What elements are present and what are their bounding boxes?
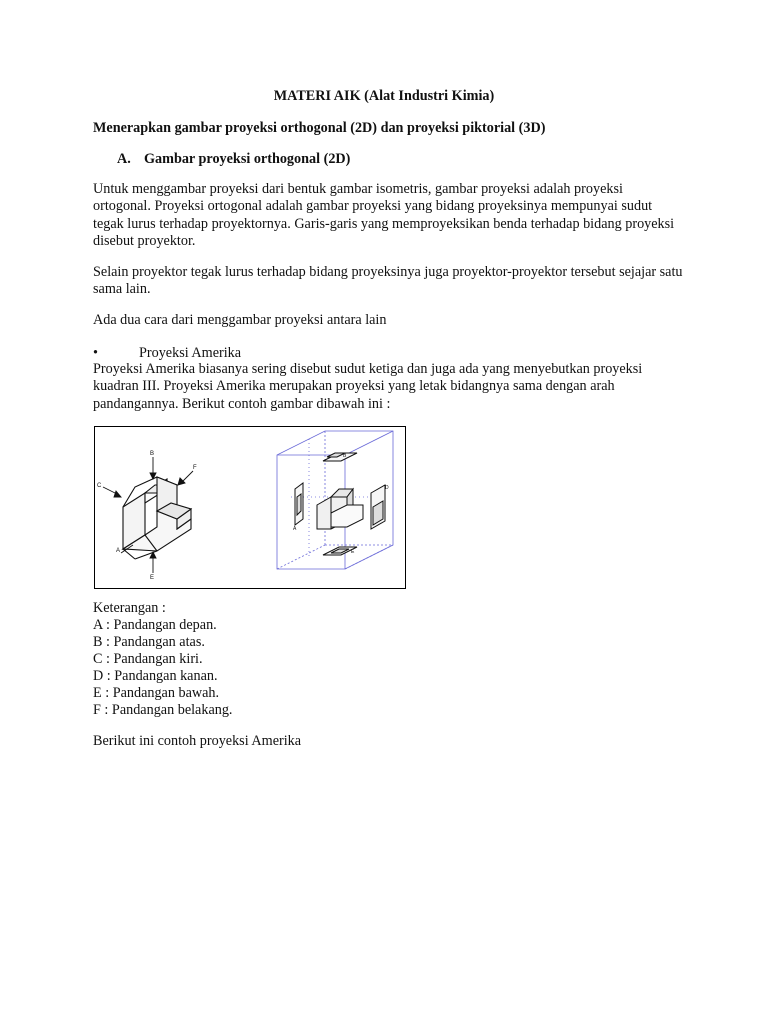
label-f: F [193, 465, 197, 471]
label-e-box: E [351, 549, 355, 555]
paragraph-intro: Untuk menggambar proyeksi dari bentuk gambar isometris, gambar proyeksi adalah proyeksi ortogonal. Proyeksi ortogonal adalah gambar proyeksi yang bidang proyeksinya mempunyai sudut tegak lurus terhadap proyektornya. Garis-garis yang memproyeksikan benda terhadap bidang proyeksi disebut proyektor. [93, 181, 675, 250]
isometric-object [123, 477, 191, 559]
closing-line: Berikut ini contoh proyeksi Amerika [93, 733, 302, 749]
bullet-symbol: • [93, 345, 98, 361]
page-subtitle: Menerapkan gambar proyeksi orthogonal (2D) dan proyeksi piktorial (3D) [93, 120, 546, 136]
keterangan-item: F : Pandangan belakang. [93, 702, 233, 718]
projection-figure [94, 426, 406, 589]
projection-illustration [95, 427, 405, 588]
paragraph-projector: Selain proyektor tegak lurus terhadap bidang proyeksinya juga proyektor-proyektor tersebut sejajar satu sama lain. [93, 264, 683, 298]
label-b: B [150, 451, 155, 457]
keterangan-item: A : Pandangan depan. [93, 617, 217, 633]
label-b-box: B [343, 453, 347, 459]
page-title: MATERI AIK (Alat Industri Kimia) [273, 88, 495, 104]
label-e: E [150, 575, 155, 581]
label-a: A [116, 548, 121, 554]
paragraph-methods: Ada dua cara dari menggambar proyeksi antara lain [93, 312, 387, 328]
keterangan-item: E : Pandangan bawah. [93, 685, 220, 701]
keterangan-item: C : Pandangan kiri. [93, 651, 203, 667]
label-c: C [97, 483, 102, 489]
bullet-label: Proyeksi Amerika [139, 345, 242, 361]
section-heading [117, 151, 350, 168]
section-number: A. [117, 151, 131, 167]
keterangan-item: B : Pandangan atas. [93, 634, 205, 650]
paragraph-amerika: Proyeksi Amerika biasanya sering disebut sudut ketiga dan juga ada yang menyebutkan proyeksi kuadran III. Proyeksi Amerika merupakan proyeksi yang letak bidangnya sama dengan arah pandangannya. Berikut contoh gambar dibawah ini : [93, 361, 643, 412]
bullet-item [93, 345, 241, 362]
keterangan-item: D : Pandangan kanan. [93, 668, 218, 684]
section-label: Gambar proyeksi orthogonal (2D) [144, 151, 351, 167]
keterangan-heading: Keterangan : [93, 600, 166, 616]
projected-views [295, 453, 385, 555]
label-a-box: A [293, 526, 297, 532]
label-d-box: D [385, 485, 389, 491]
